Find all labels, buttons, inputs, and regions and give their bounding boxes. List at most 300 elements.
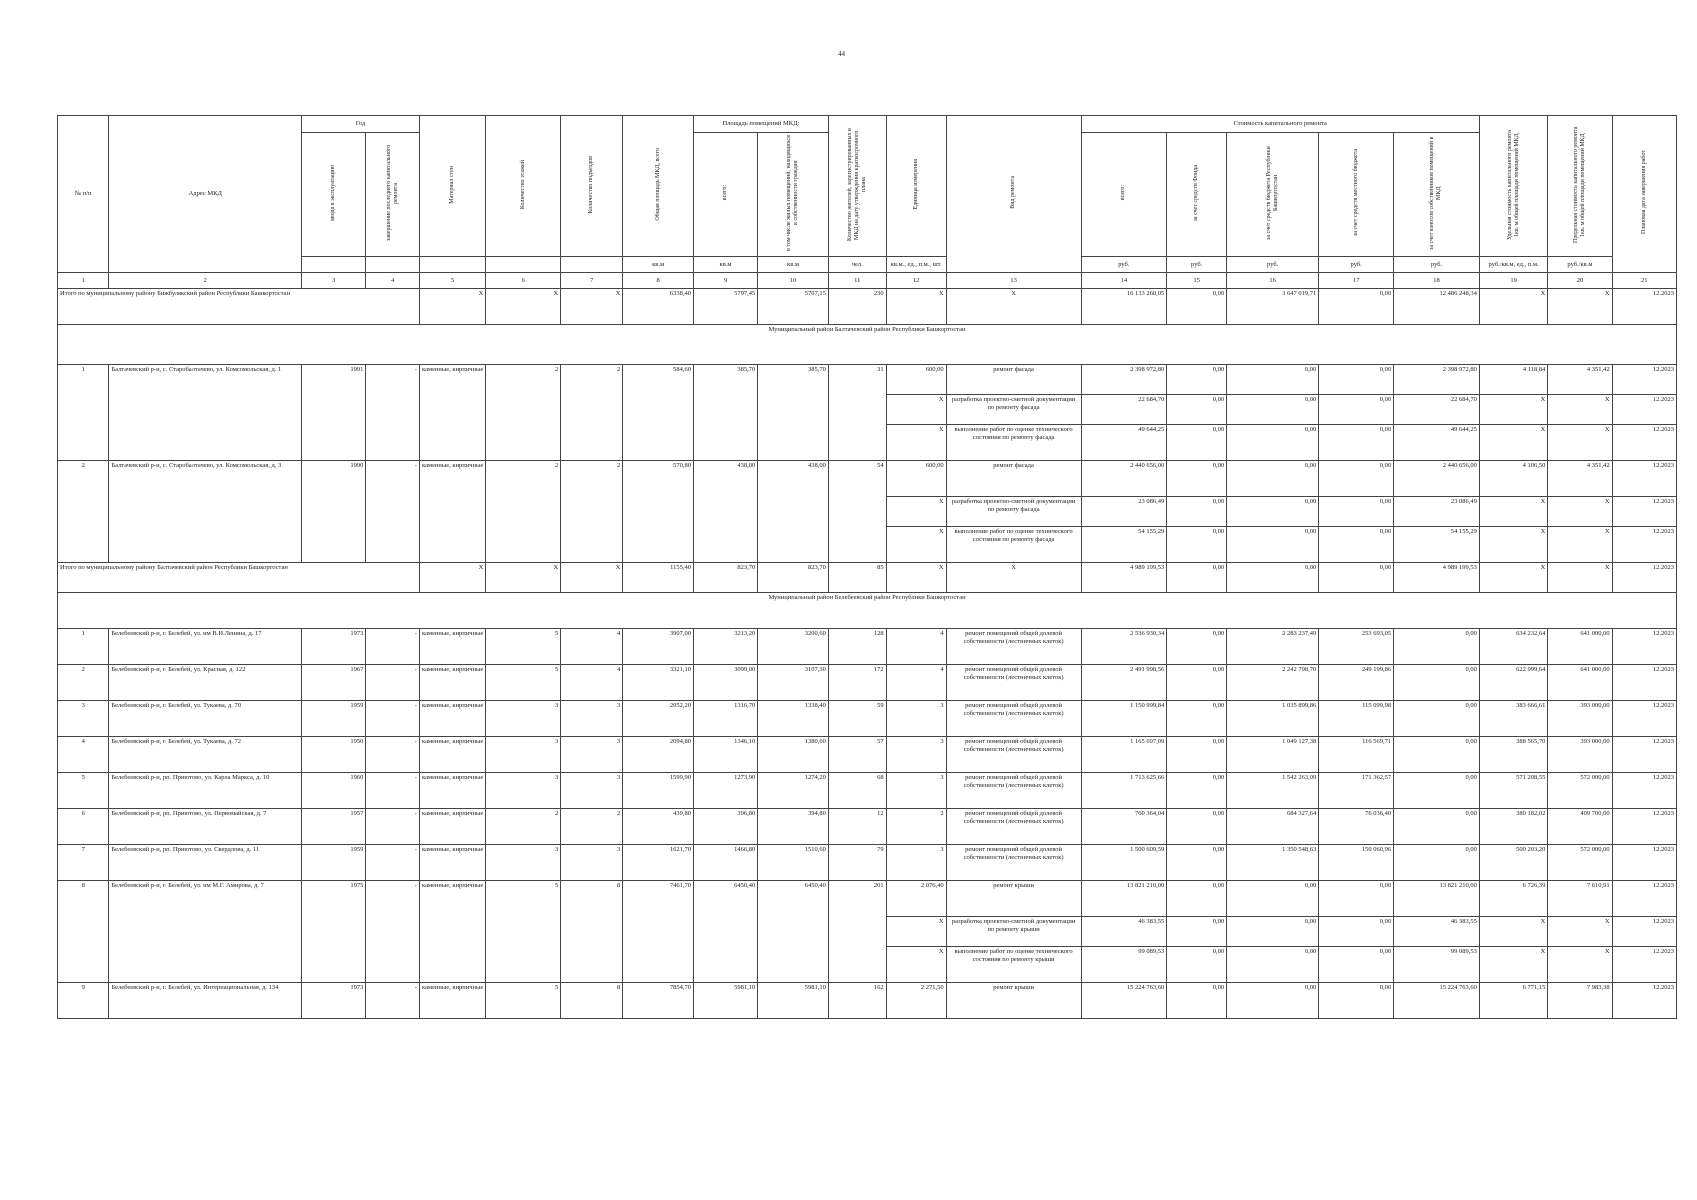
row-num: 3 <box>58 701 109 737</box>
row-num: 6 <box>58 809 109 845</box>
row-num: 1 <box>58 629 109 665</box>
column-numbers-row <box>58 273 1677 289</box>
row-total-area: 1621,70 <box>623 845 694 881</box>
table-row <box>58 701 1677 737</box>
row-entrances: 3 <box>561 701 623 737</box>
total-label: Итого по муниципальному району Бижбулякский район Республики Башкортостан <box>58 289 420 325</box>
unit-cell <box>561 257 623 273</box>
row-unit: 3 <box>886 845 946 881</box>
total-owners: 4 989 199,53 <box>1394 563 1480 593</box>
total-max-cost: X <box>1548 563 1612 593</box>
total-unit-cost: X <box>1479 563 1548 593</box>
table-row <box>58 629 1677 665</box>
row-max-cost: 641 000,00 <box>1548 665 1612 701</box>
row-material: каменные, кирпичные <box>419 665 485 701</box>
row-local: 0,00 <box>1319 917 1394 947</box>
row-year: 1950 <box>302 737 366 773</box>
row-local: 171 362,57 <box>1319 773 1394 809</box>
row-unit: 4 <box>886 665 946 701</box>
row-fund: 0,00 <box>1167 917 1227 947</box>
row-unit: 2 <box>886 809 946 845</box>
row-work: ремонт помещений общей долевой собственности (лестничных клеток) <box>946 773 1081 809</box>
row-local: 76 036,40 <box>1319 809 1394 845</box>
row-rb: 684 327,64 <box>1227 809 1319 845</box>
row-fund: 0,00 <box>1167 461 1227 497</box>
row-unit: 600,00 <box>886 365 946 395</box>
row-max-cost: 572 000,00 <box>1548 845 1612 881</box>
row-rb: 0,00 <box>1227 365 1319 395</box>
row-local: 0,00 <box>1319 947 1394 983</box>
row-last-repair: - <box>366 983 420 1019</box>
col-num-header: № п/п <box>58 116 109 273</box>
unit-cell: руб. <box>1081 257 1167 273</box>
total-rb: 0,00 <box>1227 563 1319 593</box>
row-entrances: 8 <box>561 983 623 1019</box>
row-unit-cost: 500 203,20 <box>1479 845 1548 881</box>
row-address: Белебеевский р-н, г. Белебей, ул. Красная, д. 122 <box>109 665 302 701</box>
row-unit: 3 <box>886 773 946 809</box>
col-number: 1 <box>58 273 109 289</box>
row-total-area: 584,60 <box>623 365 694 461</box>
col-address-header: Адрес МКД <box>109 116 302 273</box>
row-residents: 162 <box>828 983 886 1019</box>
row-material: каменные, кирпичные <box>419 701 485 737</box>
row-last-repair: - <box>366 845 420 881</box>
row-total-area: 439,80 <box>623 809 694 845</box>
row-floors: 5 <box>486 881 561 983</box>
row-cost: 46 383,55 <box>1081 917 1167 947</box>
row-material: каменные, кирпичные <box>419 629 485 665</box>
row-cost: 1 713 625,66 <box>1081 773 1167 809</box>
col-number: 14 <box>1081 273 1167 289</box>
table-row <box>58 809 1677 845</box>
row-unit-cost: X <box>1479 527 1548 563</box>
row-owners: 0,00 <box>1394 701 1480 737</box>
row-rb: 0,00 <box>1227 917 1319 947</box>
row-floors: 5 <box>486 629 561 665</box>
row-entrances: 3 <box>561 845 623 881</box>
row-rb: 0,00 <box>1227 527 1319 563</box>
col-number: 13 <box>946 273 1081 289</box>
row-unit-cost: 634 232,64 <box>1479 629 1548 665</box>
row-last-repair: - <box>366 737 420 773</box>
row-work: ремонт крыши <box>946 983 1081 1019</box>
col-max-cost-header: Предельная стоимость капитального ремонта 1кв. м общей площади помещений МКД <box>1548 116 1612 257</box>
table-row <box>58 773 1677 809</box>
total-residents: 230 <box>828 289 886 325</box>
col-number: 12 <box>886 273 946 289</box>
row-date: 12.2023 <box>1612 461 1676 497</box>
row-date: 12.2023 <box>1612 701 1676 737</box>
row-residents: 201 <box>828 881 886 983</box>
row-cost: 2 536 930,34 <box>1081 629 1167 665</box>
row-rb: 0,00 <box>1227 425 1319 461</box>
row-unit-cost: 383 666,61 <box>1479 701 1548 737</box>
row-year: 1959 <box>302 845 366 881</box>
total-max-cost: X <box>1548 289 1612 325</box>
unit-cell: чел. <box>828 257 886 273</box>
row-fund: 0,00 <box>1167 629 1227 665</box>
total-floors: X <box>486 289 561 325</box>
row-date: 12.2023 <box>1612 665 1676 701</box>
col-number: 3 <box>302 273 366 289</box>
row-rb: 2 242 798,70 <box>1227 665 1319 701</box>
row-total-area: 3907,00 <box>623 629 694 665</box>
row-date: 12.2023 <box>1612 773 1676 809</box>
row-unit-cost: 4 106,50 <box>1479 461 1548 497</box>
total-residents: 85 <box>828 563 886 593</box>
row-work: ремонт крыши <box>946 881 1081 917</box>
row-material: каменные, кирпичные <box>419 365 485 461</box>
row-work: ремонт фасада <box>946 365 1081 395</box>
row-work: разработка проектно-сметной документации по ремонту крыши <box>946 917 1081 947</box>
row-rb: 0,00 <box>1227 395 1319 425</box>
row-total-area: 570,80 <box>623 461 694 563</box>
row-floors: 5 <box>486 983 561 1019</box>
row-local: 115 099,98 <box>1319 701 1394 737</box>
row-area: 396,80 <box>693 809 757 845</box>
unit-cell <box>486 257 561 273</box>
row-entrances: 2 <box>561 461 623 563</box>
row-residents: 68 <box>828 773 886 809</box>
row-max-cost: X <box>1548 917 1612 947</box>
row-date: 12.2023 <box>1612 983 1676 1019</box>
row-local: 0,00 <box>1319 497 1394 527</box>
row-unit-cost: 6 771,15 <box>1479 983 1548 1019</box>
col-area-total-header: всего: <box>693 133 757 257</box>
row-work: ремонт помещений общей долевой собственности (лестничных клеток) <box>946 737 1081 773</box>
row-owners: 0,00 <box>1394 665 1480 701</box>
row-cost: 49 644,25 <box>1081 425 1167 461</box>
row-floors: 3 <box>486 845 561 881</box>
row-total-area: 7461,70 <box>623 881 694 983</box>
row-material: каменные, кирпичные <box>419 809 485 845</box>
row-local: 0,00 <box>1319 983 1394 1019</box>
row-rb: 1 542 263,09 <box>1227 773 1319 809</box>
row-last-repair: - <box>366 629 420 665</box>
row-fund: 0,00 <box>1167 395 1227 425</box>
row-rb: 1 049 127,38 <box>1227 737 1319 773</box>
total-owners: 12 486 248,34 <box>1394 289 1480 325</box>
row-date: 12.2023 <box>1612 809 1676 845</box>
total-area: 6338,40 <box>623 289 694 325</box>
table-row <box>58 845 1677 881</box>
col-number: 20 <box>1548 273 1612 289</box>
total-unit-cost: X <box>1479 289 1548 325</box>
row-material: каменные, кирпичные <box>419 845 485 881</box>
col-unit-cost-header: Удельная стоимость капитального ремонта 1кв. м общей площади помещений МКД <box>1479 116 1548 257</box>
total-work: X <box>946 563 1081 593</box>
row-num: 2 <box>58 665 109 701</box>
unit-cell: руб. <box>1227 257 1319 273</box>
col-year-header: Год <box>302 116 420 133</box>
row-max-cost: X <box>1548 947 1612 983</box>
unit-cell: кв.м <box>693 257 757 273</box>
total-entrances: X <box>561 289 623 325</box>
unit-cell: руб. <box>1394 257 1480 273</box>
row-max-cost: 641 000,00 <box>1548 629 1612 665</box>
row-date: 12.2023 <box>1612 527 1676 563</box>
row-date: 12.2023 <box>1612 425 1676 461</box>
unit-cell: руб. <box>1167 257 1227 273</box>
row-local: 0,00 <box>1319 425 1394 461</box>
row-floors: 3 <box>486 701 561 737</box>
row-rb: 0,00 <box>1227 461 1319 497</box>
row-local: 0,00 <box>1319 365 1394 395</box>
section-header-baltachevo <box>58 325 1677 365</box>
row-unit: 3 <box>886 737 946 773</box>
row-local: 0,00 <box>1319 881 1394 917</box>
total-unit: X <box>886 563 946 593</box>
row-address: Белебеевский р-н, рп. Приютово, ул. Свердлова, д. 11 <box>109 845 302 881</box>
row-max-cost: X <box>1548 527 1612 563</box>
row-local: 0,00 <box>1319 461 1394 497</box>
row-area: 6450,40 <box>693 881 757 983</box>
row-owners: 0,00 <box>1394 629 1480 665</box>
table-row <box>58 737 1677 773</box>
row-max-cost: 393 000,00 <box>1548 737 1612 773</box>
col-total-area-header: Общая площадь МКД, всего <box>623 116 694 257</box>
total-unit: X <box>886 289 946 325</box>
row-owners: 0,00 <box>1394 737 1480 773</box>
col-number: 18 <box>1394 273 1480 289</box>
col-residents-header: Количество жителей, зарегистрированных в МКД на дату утверждения краткосрочного плана <box>828 116 886 257</box>
row-rb: 1 350 548,63 <box>1227 845 1319 881</box>
row-owners: 99 089,53 <box>1394 947 1480 983</box>
row-fund: 0,00 <box>1167 425 1227 461</box>
total-entrances: X <box>561 563 623 593</box>
table-row <box>58 983 1677 1019</box>
row-material: каменные, кирпичные <box>419 461 485 563</box>
unit-cell: кв.м <box>758 257 829 273</box>
row-area-owned: 438,00 <box>758 461 829 563</box>
row-num: 9 <box>58 983 109 1019</box>
row-area-owned: 1380,60 <box>758 737 829 773</box>
row-entrances: 8 <box>561 881 623 983</box>
row-cost: 54 155,29 <box>1081 527 1167 563</box>
row-residents: 54 <box>828 461 886 563</box>
row-rb: 0,00 <box>1227 881 1319 917</box>
row-rb: 1 035 899,86 <box>1227 701 1319 737</box>
row-date: 12.2023 <box>1612 917 1676 947</box>
row-total-area: 7854,70 <box>623 983 694 1019</box>
row-material: каменные, кирпичные <box>419 773 485 809</box>
row-unit: X <box>886 947 946 983</box>
row-local: 150 060,96 <box>1319 845 1394 881</box>
total-premises-area: 823,70 <box>693 563 757 593</box>
row-unit-cost: X <box>1479 497 1548 527</box>
row-date: 12.2023 <box>1612 629 1676 665</box>
row-last-repair: - <box>366 773 420 809</box>
col-number: 5 <box>419 273 485 289</box>
row-unit-cost: X <box>1479 395 1548 425</box>
unit-cell: руб. <box>1319 257 1394 273</box>
row-last-repair: - <box>366 809 420 845</box>
row-local: 116 569,71 <box>1319 737 1394 773</box>
row-last-repair: - <box>366 365 420 461</box>
row-area-owned: 1274,20 <box>758 773 829 809</box>
row-total-area: 1599,90 <box>623 773 694 809</box>
row-floors: 2 <box>486 461 561 563</box>
row-area-owned: 3107,30 <box>758 665 829 701</box>
unit-cell <box>366 257 420 273</box>
total-owned-area: 5707,15 <box>758 289 829 325</box>
row-date: 12.2023 <box>1612 395 1676 425</box>
row-date: 12.2023 <box>1612 737 1676 773</box>
row-material: каменные, кирпичные <box>419 737 485 773</box>
row-num: 2 <box>58 461 109 563</box>
total-row-bizhbulyak <box>58 289 1677 325</box>
row-unit-cost: 571 208,55 <box>1479 773 1548 809</box>
row-address: Белебеевский р-н, рп. Приютово, ул. Первомайская, д. 7 <box>109 809 302 845</box>
row-cost: 99 089,53 <box>1081 947 1167 983</box>
row-cost: 1 165 697,09 <box>1081 737 1167 773</box>
row-date: 12.2023 <box>1612 497 1676 527</box>
row-cost: 760 364,04 <box>1081 809 1167 845</box>
unit-cell <box>302 257 366 273</box>
table-row <box>58 365 1677 395</box>
row-year: 1957 <box>302 809 366 845</box>
row-fund: 0,00 <box>1167 527 1227 563</box>
row-rb: 2 283 237,49 <box>1227 629 1319 665</box>
row-residents: 128 <box>828 629 886 665</box>
row-area-owned: 5981,10 <box>758 983 829 1019</box>
row-unit-cost: 6 726,39 <box>1479 881 1548 917</box>
row-max-cost: 393 000,00 <box>1548 701 1612 737</box>
row-cost: 2 440 656,00 <box>1081 461 1167 497</box>
row-work: выполнение работ по оценке технического состояния по ремонту крыши <box>946 947 1081 983</box>
row-owners: 0,00 <box>1394 809 1480 845</box>
row-work: разработка проектно-сметной документации по ремонту фасада <box>946 497 1081 527</box>
col-number: 9 <box>693 273 757 289</box>
row-year: 1973 <box>302 629 366 665</box>
col-number: 16 <box>1227 273 1319 289</box>
row-unit: X <box>886 917 946 947</box>
unit-cell: кв.м., ед., п.м., шт. <box>886 257 946 273</box>
row-area: 1316,70 <box>693 701 757 737</box>
col-number: 17 <box>1319 273 1394 289</box>
row-unit-cost: 622 999,64 <box>1479 665 1548 701</box>
row-max-cost: X <box>1548 497 1612 527</box>
row-area-owned: 6450,40 <box>758 881 829 983</box>
row-unit-cost: 388 565,70 <box>1479 737 1548 773</box>
total-floors: X <box>486 563 561 593</box>
row-entrances: 2 <box>561 809 623 845</box>
row-work: разработка проектно-сметной документации по ремонту фасада <box>946 395 1081 425</box>
row-entrances: 4 <box>561 629 623 665</box>
row-address: Белебеевский р-н, г. Белебей, ул. Тукаева, д. 72 <box>109 737 302 773</box>
row-residents: 31 <box>828 365 886 461</box>
row-fund: 0,00 <box>1167 497 1227 527</box>
row-area: 1466,80 <box>693 845 757 881</box>
table-row <box>58 461 1677 497</box>
row-num: 1 <box>58 365 109 461</box>
row-work: выполнение работ по оценке технического состояния по ремонту фасада <box>946 527 1081 563</box>
col-material-header: Материал стен <box>419 116 485 257</box>
row-fund: 0,00 <box>1167 701 1227 737</box>
row-entrances: 3 <box>561 737 623 773</box>
table-row <box>58 665 1677 701</box>
row-cost: 22 684,70 <box>1081 395 1167 425</box>
col-deadline-header: Плановая дата завершения работ <box>1612 116 1676 273</box>
row-area: 385,70 <box>693 365 757 461</box>
col-cost-owners-header: за счет взносов собственников помещений в МКД <box>1394 133 1480 257</box>
row-cost: 2 491 998,56 <box>1081 665 1167 701</box>
unit-cell <box>419 257 485 273</box>
row-cost: 15 224 763,60 <box>1081 983 1167 1019</box>
row-max-cost: 7 610,91 <box>1548 881 1612 917</box>
row-last-repair: - <box>366 461 420 563</box>
row-unit-cost: X <box>1479 947 1548 983</box>
row-year: 1973 <box>302 983 366 1019</box>
total-label: Итого по муниципальному району Балтачевский район Республики Башкортостан <box>58 563 420 593</box>
unit-cell: кв.м <box>623 257 694 273</box>
total-owned-area: 823,70 <box>758 563 829 593</box>
row-owners: 0,00 <box>1394 773 1480 809</box>
row-last-repair: - <box>366 701 420 737</box>
row-work: ремонт помещений общей долевой собственности (лестничных клеток) <box>946 701 1081 737</box>
unit-cell: руб./кв.м, ед., п.м. <box>1479 257 1548 273</box>
row-local: 253 693,05 <box>1319 629 1394 665</box>
row-work: ремонт фасада <box>946 461 1081 497</box>
row-material: каменные, кирпичные <box>419 983 485 1019</box>
total-rb: 3 647 019,71 <box>1227 289 1319 325</box>
row-num: 5 <box>58 773 109 809</box>
row-cost: 1 150 999,84 <box>1081 701 1167 737</box>
row-owners: 0,00 <box>1394 845 1480 881</box>
row-unit-cost: 380 182,02 <box>1479 809 1548 845</box>
row-fund: 0,00 <box>1167 365 1227 395</box>
row-address: Балтачевский р-н, с. Старобалтачево, ул. Комсомольская, д. 1 <box>109 365 302 461</box>
total-cost: 4 989 199,53 <box>1081 563 1167 593</box>
col-cost-header: Стоимость капитального ремонта <box>1081 116 1479 133</box>
section-title: Муниципальный район Балтачевский район Республики Башкортостан <box>58 325 1677 365</box>
row-total-area: 3321,10 <box>623 665 694 701</box>
row-owners: 15 224 763,60 <box>1394 983 1480 1019</box>
col-floors-header: Количество этажей <box>486 116 561 257</box>
col-number: 8 <box>623 273 694 289</box>
row-cost: 23 086,49 <box>1081 497 1167 527</box>
row-area-owned: 385,70 <box>758 365 829 461</box>
col-cost-fund-header: за счет средств Фонда <box>1167 133 1227 257</box>
row-area-owned: 1338,40 <box>758 701 829 737</box>
table-row <box>58 881 1677 917</box>
row-owners: 2 398 972,80 <box>1394 365 1480 395</box>
row-cost: 13 821 210,00 <box>1081 881 1167 917</box>
row-owners: 13 821 210,00 <box>1394 881 1480 917</box>
row-work: ремонт помещений общей долевой собственности (лестничных клеток) <box>946 629 1081 665</box>
col-entrances-header: Количество подъездов <box>561 116 623 257</box>
section-title: Муниципальный район Белебеевский район Республики Башкортостан <box>58 593 1677 629</box>
capital-repair-table <box>57 115 1677 1019</box>
col-cost-rb-header: за счет средств бюджета Республики Башкортостан <box>1227 133 1319 257</box>
col-number: 11 <box>828 273 886 289</box>
row-year: 1991 <box>302 365 366 461</box>
row-area: 5981,10 <box>693 983 757 1019</box>
row-owners: 23 086,49 <box>1394 497 1480 527</box>
total-material: X <box>419 289 485 325</box>
row-fund: 0,00 <box>1167 773 1227 809</box>
row-total-area: 2052,20 <box>623 701 694 737</box>
total-material: X <box>419 563 485 593</box>
row-area: 438,00 <box>693 461 757 563</box>
total-premises-area: 5797,45 <box>693 289 757 325</box>
row-local: 0,00 <box>1319 527 1394 563</box>
row-address: Белебеевский р-н, рп. Приютово, ул. Карла Маркса, д. 10 <box>109 773 302 809</box>
total-work: X <box>946 289 1081 325</box>
row-num: 4 <box>58 737 109 773</box>
row-floors: 5 <box>486 665 561 701</box>
